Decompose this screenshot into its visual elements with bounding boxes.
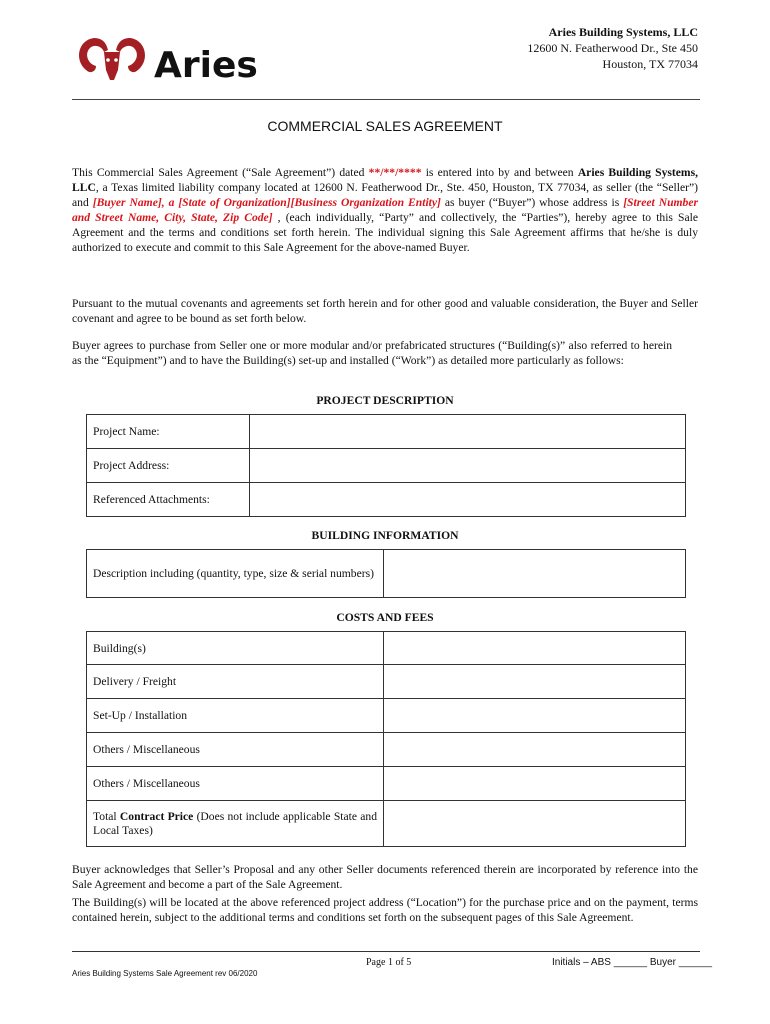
company-address-line2: Houston, TX 77034 <box>602 57 698 71</box>
purchase-paragraph: Buyer agrees to purchase from Seller one or more modular and/or prefabricated structures (“Building(s)” also referred to herein as the “Equipment”) and to have the Building(s) set-up and installed (“Work”) as detailed more particularly as follows: <box>72 339 672 367</box>
covenant-paragraph: Pursuant to the mutual covenants and agreements set forth herein and for other good and valuable consideration, the Buyer and Seller covenant and agree to be bound as set forth below. <box>72 297 698 325</box>
page-number: Page 1 of 5 <box>366 957 412 968</box>
costs-and-fees-table <box>86 631 686 847</box>
table-row <box>87 801 686 847</box>
building-description-field[interactable] <box>384 550 686 598</box>
document-title: COMMERCIAL SALES AGREEMENT <box>267 118 503 134</box>
table-row <box>87 733 686 767</box>
company-address-block <box>527 24 698 72</box>
others-misc-field-2[interactable] <box>384 767 686 801</box>
initials-line[interactable]: Initials – ABS ______ Buyer ______ <box>552 957 713 968</box>
intro-paragraph <box>72 165 698 255</box>
table-row <box>87 632 686 665</box>
total-contract-price-label: Total Contract Price (Does not include applicable State and Local Taxes) <box>87 801 384 847</box>
table-row <box>87 550 686 598</box>
table-row <box>87 699 686 733</box>
company-name: Aries Building Systems, LLC <box>548 25 698 39</box>
seller-name: Aries Building Systems, LLC <box>72 166 698 194</box>
project-description-heading: PROJECT DESCRIPTION <box>316 394 454 407</box>
total-contract-price-field[interactable] <box>384 801 686 847</box>
delivery-freight-field[interactable] <box>384 665 686 699</box>
building-information-table <box>86 549 686 598</box>
intro-text-3: , a Texas limited liability company located at 12600 N. Featherwood Dr., Ste. 450, Houston, TX 77034, as seller (the “Seller”) and <box>72 181 698 209</box>
footer-divider <box>72 951 700 952</box>
setup-installation-field[interactable] <box>384 699 686 733</box>
others-misc-label-2: Others / Miscellaneous <box>87 767 384 801</box>
project-address-field[interactable] <box>250 449 686 483</box>
building-cost-label: Building(s) <box>87 632 384 665</box>
delivery-freight-label: Delivery / Freight <box>87 665 384 699</box>
building-description-label: Description including (quantity, type, size & serial numbers) <box>87 550 384 598</box>
logo-wordmark: Aries <box>154 45 258 86</box>
header-divider <box>72 99 700 100</box>
others-misc-label-1: Others / Miscellaneous <box>87 733 384 767</box>
building-cost-field[interactable] <box>384 632 686 665</box>
acknowledgement-paragraph: Buyer acknowledges that Seller’s Proposal and any other Seller documents referenced therein are incorporated by reference into the Sale Agreement and become a part of the Sale Agreement. <box>72 863 698 891</box>
project-name-label: Project Name: <box>87 415 250 449</box>
referenced-attachments-label: Referenced Attachments: <box>87 483 250 517</box>
address-placeholder[interactable]: [Street Number and Street Name, City, State, Zip Code] <box>72 196 698 224</box>
table-row <box>87 767 686 801</box>
project-description-table <box>86 414 686 517</box>
intro-text-5: , (each individually, “Party” and collectively, the “Parties”), hereby agree to this Sale Agreement and the terms and conditions set forth herein. The individual signing this Sale Agreement affirms that he/she is duly authorized to execute and commit to this Sale Agreement for the above-named Buyer. <box>72 211 699 254</box>
table-row <box>87 449 686 483</box>
table-row <box>87 415 686 449</box>
intro-text-1: This Commercial Sales Agreement (“Sale Agreement”) dated <box>72 166 369 179</box>
date-placeholder[interactable]: **/**/**** <box>368 166 422 179</box>
project-name-field[interactable] <box>250 415 686 449</box>
building-information-heading: BUILDING INFORMATION <box>311 529 459 542</box>
referenced-attachments-field[interactable] <box>250 483 686 517</box>
buyer-placeholder[interactable]: [Buyer Name], a [State of Organization][Business Organization Entity] <box>92 196 441 209</box>
location-paragraph: The Building(s) will be located at the above referenced project address (“Location”) for the purchase price and on the payment, terms contained herein, subject to the additional terms and conditions set forth on the subsequent pages of this Sale Agreement. <box>72 896 698 924</box>
aries-logo <box>74 30 274 91</box>
table-row <box>87 483 686 517</box>
setup-installation-label: Set-Up / Installation <box>87 699 384 733</box>
others-misc-field-1[interactable] <box>384 733 686 767</box>
intro-text-2: is entered into by and between <box>421 166 578 179</box>
table-row <box>87 665 686 699</box>
revision-note: Aries Building Systems Sale Agreement rev 06/2020 <box>72 969 258 978</box>
company-address-line1: 12600 N. Featherwood Dr., Ste 450 <box>527 41 698 55</box>
costs-and-fees-heading: COSTS AND FEES <box>336 611 434 624</box>
ram-head-icon <box>74 30 274 86</box>
intro-text-4: as buyer (“Buyer”) whose address is <box>440 196 624 209</box>
project-address-label: Project Address: <box>87 449 250 483</box>
